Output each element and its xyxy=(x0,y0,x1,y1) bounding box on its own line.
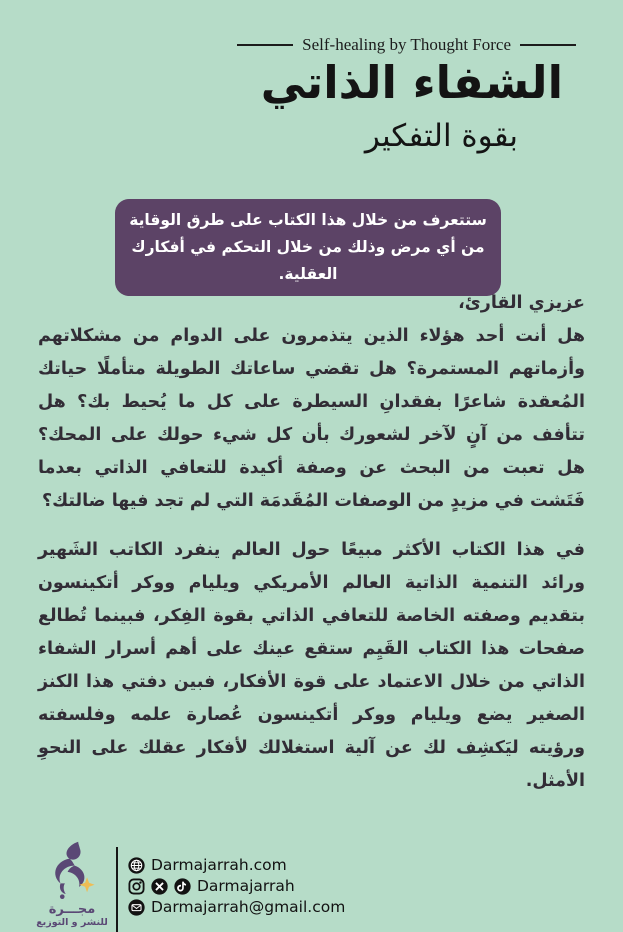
envelope-icon xyxy=(128,899,145,916)
publisher-logo-block xyxy=(28,840,116,930)
tagline-left-dash xyxy=(237,44,293,46)
tagline-right-dash xyxy=(520,44,576,46)
publisher-name: مجـــرة xyxy=(48,902,96,917)
english-tagline xyxy=(237,35,576,55)
body-copy xyxy=(38,287,585,798)
email-row xyxy=(128,898,345,916)
globe-icon xyxy=(128,857,145,874)
social-row xyxy=(128,877,345,895)
intro-highlight-box xyxy=(115,199,501,296)
website-url: Darmajarrah.com xyxy=(151,856,287,874)
website-row xyxy=(128,856,345,874)
footer-divider xyxy=(116,847,118,932)
social-handle: Darmajarrah xyxy=(197,877,295,895)
publisher-logo-icon xyxy=(41,840,103,902)
book-title: الشفاء الذاتي xyxy=(260,56,563,109)
tiktok-icon xyxy=(174,878,191,895)
salutation: عزيزي القارئ، xyxy=(458,293,585,313)
x-icon xyxy=(151,878,168,895)
book-subtitle: بقوة التفكير xyxy=(364,118,518,154)
highlight-text: ستتعرف من خلال هذا الكتاب على طرق الوقاية من أي مرض وذلك من خلال التحكم في أفكارك العقلية. xyxy=(129,211,487,284)
email-address: Darmajarrah@gmail.com xyxy=(151,898,346,916)
tagline-text: Self-healing by Thought Force xyxy=(302,35,511,54)
paragraph-1: هل أنت أحد هؤلاء الذين يتذمرون على الدوام من مشكلاتهم وأزماتهم المستمرة؟ هل تقضي ساعاتك الطويلة متأملًا حياتك المُعقدة شاعرًا بفقدانِ السيطرة على كل ما يُحيط بك؟ هل تتأفف من آنٍ لآخر لشعورك بأن كل شيء حولك على المحك؟ هل تعبت من البحث عن وصفة أكيدة للتعافي الذاتي بعدما فَتَشت في مزيدٍ من الوصفات المُقَدمَة التي لم تجد فيها ضالتك؟ xyxy=(38,326,585,511)
contact-block xyxy=(128,856,345,916)
instagram-icon xyxy=(128,878,145,895)
publisher-tagline: للنشر و التوزيع xyxy=(36,917,108,929)
paragraph-2: في هذا الكتاب الأكثر مبيعًا حول العالم ينفرد الكاتب الشَهير ورائد التنمية الذاتية العالم الأمريكي ويليام ووكر أتكينسون بتقديم وصفته الخاصة للتعافي الذاتي بقوة الفِكر، فبينما تُطالع صفحات هذا الكتاب القَيِم ستقع عينك على أهم أسرار الشفاء الذاتي من خلال الاعتماد على قوة الأفكار، فبين دفتي هذا الكنز الصغير يضع ويليام ووكر أتكينسون عُصارة علمه وفلسفته ورؤيته ليَكشِف لك عن آلية استغلالك لأفكار عقلك على النحوِ الأمثل. xyxy=(38,540,585,791)
